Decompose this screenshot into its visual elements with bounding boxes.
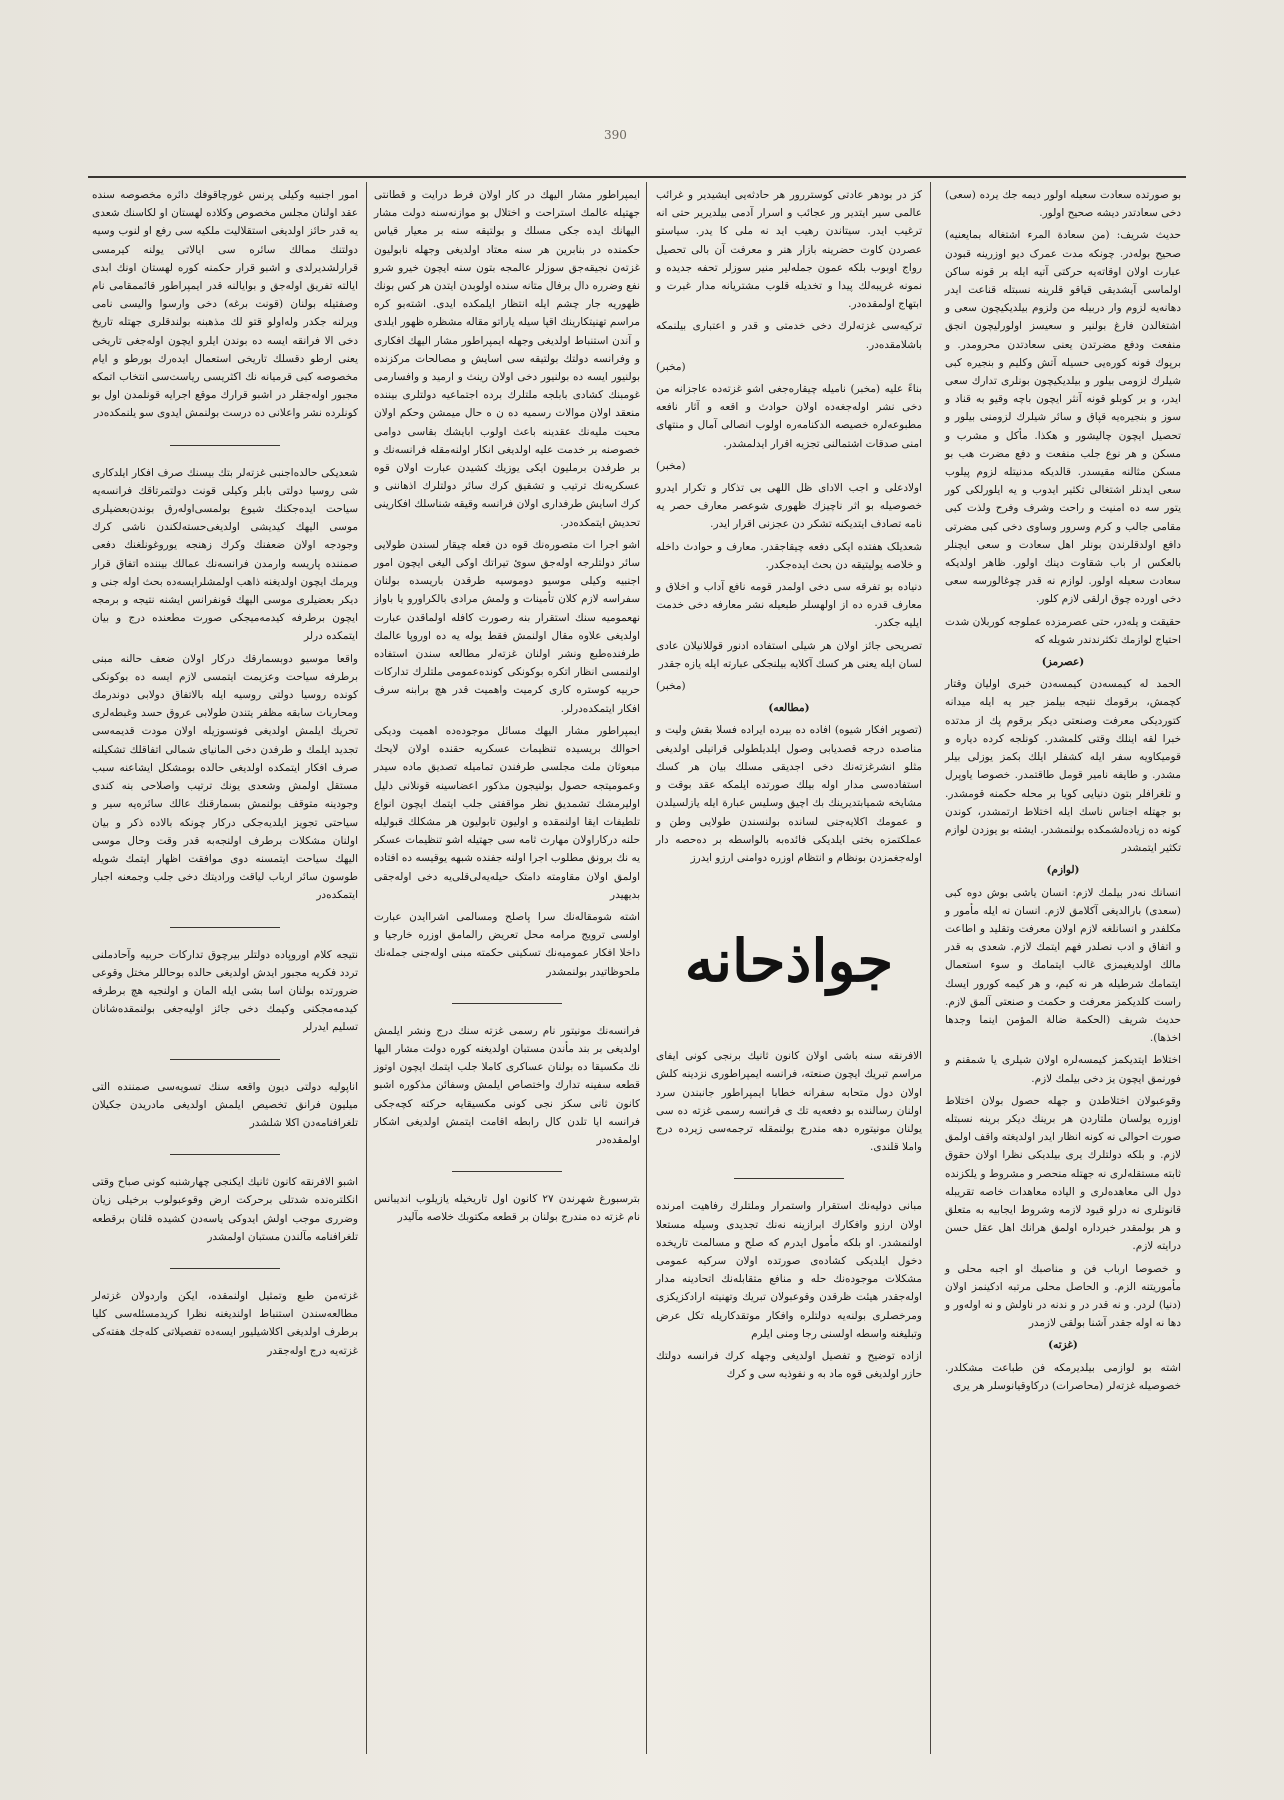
paragraph: غزته‌من طبع وتمثیل اولنمقده‌، ایکن واردولان غزته‌لر مطالعه‌سندن استنباط اولندیغنه نظرا کریدمسئله‌سی کلیا برطرف اولدیغی اکلاشیلیور ایسه‌ده تفصیلاتی کله‌جك هفته‌کی غزته‌یه درج اوله‌جقدر bbox=[92, 1289, 358, 1357]
paragraph: شعدیکی حالده‌اجنبی غزته‌لر بتك بیسنك صرف افکار ایلدکاری شی روسیا دولتی بابلر وکیلی قونت دولتمرتاقك فرانسه‌یه سیاحت ایده‌جکنك شیوع بولمسی‌اوله‌رق بوندن‌بعضیلری موسی الیهك کیدیشی اولدیغی‌حسته‌لکندن ناشی کرك وجودجه اولان ضعفنك وکرك زهنجه یوروغونلغنك دفعی صمننده پاریسه وارمدن فرانسه‌نك عمالك بیننده اتفاق قرار ویرمك ایچون اولدیغنه ذاهب اولمشلرایسه‌ده بحث اوله جنی و دیکر بعضیلری موسی الیهك قونفرانس ایشنه نتیجه و برمجه ایچون برطرفه کیدمه‌میجکی صورت مطعنده درج و بیان ایتمکده درلر bbox=[92, 466, 358, 643]
paragraph: شعدیلک هفتده ایکی دفعه چیقاجقدر. معارف و حوادث داخله و خلاصه یولیتیقه دن بحث ایده‌جکدر. bbox=[656, 540, 922, 571]
separator bbox=[170, 1268, 280, 1269]
paragraph: ایمپراطور مشار الیهك در کار اولان فرط درایت و قطانتی جهتیله عالمك استراحت و اختلال بو موازنه‌سنه دولت مشار الیهانك ایده جکی مسلك و بولتیقه سنه بر معیار قیاس حکمنده در بنابرین هر سنه معتاد اولدیغی وجهله نابولیون غزته‌ن نجیقه‌جق سوزلر عالمجه بتون سنه ایچون خیرو شرو نفع وضرره دال برفال متانه سنده اولوبدن ایتدن هر کس بونك ظهوریه جار چشم ایله انتظار ایلمکده ایدی. اشته‌بو کره مراسم تهنیتکارینك اقپا سیله یاراتو مقاله مشظره ظهور ایلدی و آندن استنباط اولدیغی وجهله ایمپراطور مشار الیهك افکاری و وفرانسه دولتك بولتیقه سی اسایش و مصالحات مرکزنده بولنیور ایسه ده بولنیور دخی اولان رینث و ارمید و وافسارمی غومبنك کشادی بابلجه ملتلرك برده اجتماعیه دولتلری بیننده منعقد اولان موالات رسمیه ده ن ه حال میمشن وحکم اولان محبت ملیه‌نك عقدینه باعث اولوب ابایشك بقاسی دوامی خصوصنه بر خدمت علیه اولدیغی انکار اولنه‌مقله فرانسه‌نك و بر طرفدن برملیون ایکی یوزیك کشیدن عبارت اولان قوه عسکریه‌نك ترتیب و تشقیق کرك سائر دولتلرك اذهاننی و کرك اسایش طرفداری اولان فرانسه وقیقه شناسلك افکارینی تحدیش ایتمکده‌در. bbox=[374, 189, 640, 529]
page-number: 390 bbox=[604, 128, 627, 142]
column-2 bbox=[656, 186, 922, 1754]
separator bbox=[734, 1178, 844, 1179]
paragraph: اشته بو لوازمی بیلدیرمکه فن طباعت مشکلدر. خصوصیله غزته‌لر (محاصرات) درکاوقیانوسلر هر یری bbox=[945, 1361, 1181, 1392]
signature: (مخبر) bbox=[656, 459, 686, 472]
paragraph: بناءً عليه (مخبر) نامیله چیقاره‌جغی اشو غزته‌ده عاجزانه من دخی نشر اوله‌جغه‌ده اولان حوادث و اقعه و آثار نافعه مطبوعه‌لره خصیصه الدکنامه‌ره اولوب انصالی آمال و منتهای امنی صدقات اشتمالنی تجزیه اقرار ایدلمشدر. bbox=[656, 383, 922, 450]
section-heading: (مطالعه) bbox=[768, 702, 810, 715]
paragraph: ایمپراطور مشار الیهك مسائل موجوده‌ده اهمیت ودیکی احوالك بریسیده تنظیمات عسکریه حقنده اولان لایحك مبعوثان ملت مجلسی طرفندن تماميله تصدیق ماده سیدر وعمومیتجه حصول بولنیجون مذکور اعضاسینه قونلانی دلیل اولیرمشك تشمدیق نظر مواقفتی جلب ایتمك ایچون انواع تلطیفات ایقا اولنمقده و اولیون تابولیون هر مشكلك قبولیله حلنه درکاراولان مهارت ثامه سی جهتیله اشو تنظیمات عسكر یه نك برونق مطلوب اجرا اولنه جفنده شبهه یوقیسه ده افتاده اولمق اولان مقاومته دامتک حیله‌یه‌لی‌قلی‌یه دخی اوله‌جقی بدیهیدر bbox=[374, 724, 640, 901]
section-heading: (لوازم) bbox=[1046, 864, 1080, 877]
separator bbox=[452, 1171, 562, 1172]
paragraph: الحمد له کیمسه‌دن کیمسه‌دن خبری اولیان وقتار کچمش، برقومك نتیجه بیلمز جیر یه ایله میدانه کتوردیکی معرفت وصنعتی دیکر برقوم پك از مدتده خبرا لقه اینلك وقتی کلمشدر. کونلجه کرده دیاره و قومیکاویه سفر ایله کشفلر ایلك بکمز یوزلی بیلر مشدر. و طایفه نامیر قومل طاقتمدر. خصوصا ياوپرل و تلغرافلر بتون دنیایی کویا بر محله حکمنه قومشدر. بو جهتله اجناس ناسك ایله اختلاط ارتمشدر، کوندن کونه ده زیاده‌لشمکده بولنمشدر. ایشته بو یوزدن لوازم تکثیر ایتمشدر bbox=[945, 678, 1181, 855]
separator bbox=[170, 1154, 280, 1155]
paragraph: ازاده توضیح و تفصیل اولدیغی وجهله کرك فرانسه دولتك حازر اولدیغی قوه ماد به و نفوذیه سی و کرك bbox=[656, 1349, 922, 1381]
paragraph: کز در بودهر عادتی کوستررور هر حادثه‌یی ایشیدیر و غرائب عالمی سیر ایتدیر ور عجائب و اسرار آدمی بیلدیریر حتی انه ترغیب ایدر. سیتاندن رهیب اید نه ملی کا یدر. سیاستو عصردن کاوت حضرینه بازار هنر و معرفت آن بالی تحصیل رواج اوبوب بلکه عمون جمله‌لیر منیر سوزلر تحفه جدیده و نمونه غریبه‌لك پیدا و تخدیله قلوب مشتریانه مدار غبرت و ابتهاج اولمقده‌در. bbox=[656, 189, 922, 311]
column-4 bbox=[92, 186, 358, 1754]
paragraph: فرانسه‌نك مونیتور نام رسمی غزته سنك درج ونشر ایلمش اولدیغی بر بند مأندن مستبان اولدیغنه کوره دولت مشار الیها نك مکسیقا ده بولنان عساکری کاملا جلب ایتمك ایچون اوتوز قطعه سفینه تدارك واختصاص ایلمش وسفائن مذکوره اشبو کانون ثانی سکز نجی کونی مکسیقایه حرکته کچه‌جکی فرانسه ایا تلدن کال رابطه اقامت ایتمش اولدیغی اشکار اولمقده‌در bbox=[374, 1024, 640, 1146]
paragraph: بو صورتده سعادت سعیله اولور دیمه جك یرده (سعی) دخی سعادتدر دیشه صحیح اولور. bbox=[945, 189, 1181, 220]
paragraph: اشته شومقاله‌نك سرا پاصلح ومسالمی اشراایدن عبارت اولسی ترویج مرامه محل تعریض رالمامق اوزره خارجیا و داخلا افکار عمومیه‌نك تسکینی حکمته مبنی اوله‌جنی جمله‌نك ملحوظاتیدر بولنمشدر bbox=[374, 910, 640, 978]
paragraph: اناپولیه دولتی دیون واقعه سنك تسویه‌سی صمننده التی میلیون فرانق تخصیص ایلمش اولدیغی مادریدن جکیلان تلغرافنامه‌دن اکلا شلشدر bbox=[92, 1080, 358, 1129]
paragraph: انسانك نه‌در بیلمك لازم: انسان یاشی بوش دوه کبی (سعدی) بارالدیغی آکلامق لازم. انسان نه ایله مأمور و مکلفدر و انسانلغه لازم اولان معرفت وتقلید و اطاعت و اتفاق و ادب نصلدر فهم ایتمك لازم. شعدی به قدر مالك اولدیغیمزی غالب ایتمامك و سوء استعمال ایتمامك شرطیله هر نه کیم، و هر کیمه کورور ایسك راست کلدیکمز معرفت و حکمت و صنعتی آلمق لازم. حدیث شریف (الحکمة ضالة المؤمن اینما وجدها اخذها). bbox=[945, 886, 1181, 1045]
paragraph: و خصوصا ارباب فن و مناصبك او اجبه محلی و مأموریتنه الزم. و الحاصل محلی مرتبه ادکینمز اولان (دنیا) لردر. و نه قدر در و ندنه در ناولش و نه اوله‌ور و دها نه اوله جقدر آشنا بولقی لازمدر bbox=[945, 1262, 1181, 1330]
separator bbox=[170, 1059, 280, 1060]
separator bbox=[452, 1003, 562, 1004]
paragraph: اشبو الافرنقه کانون ثانیك ایکنجی چهارشنبه کونی صباح وقتی انکلتره‌نده شدتلی برحرکت ارض وقوعبولوب برخیلی زیان وضرری موجب اولش ایدوکی یاسه‌دن کشیده قلنان برقطعه تلغرافنامه مآلندن مستبان اولمشدر bbox=[92, 1176, 358, 1243]
header-rule bbox=[88, 176, 1186, 178]
column-3 bbox=[374, 186, 640, 1754]
paragraph: اختلاط ایتدیکمز کیمسه‌لره اولان شیلری یا شمقنم و فورنمق ایچون یز دخی بیلمك لازم. bbox=[945, 1054, 1181, 1085]
calligraphy-text: جواذحانه bbox=[684, 927, 894, 996]
section-heading: (عصرمز) bbox=[1041, 656, 1085, 669]
paragraph: الافرنقه سنه باشی اولان کانون ثانیك برنجی کونی ایفای مراسم تبریك ایچون صنعته، فرانسه ایمپراطوری نزدینه کلش اولان دول متحابه سفرانه خطابا ایمپراطور جانبندن سرد اولنان رسالنده بو دفعه‌یه تك ی فرانسه رسمی غزته ده سی یولنان مونیتوره دهه مندرج بولنمقله ترجمه‌سی زیرده درج واملا قلندی. bbox=[656, 1050, 922, 1154]
paragraph: ترکیه‌سی غزته‌لرك دخی خدمتی و قدر و اعتباری بیلنمکه باشلامقده‌در. bbox=[656, 320, 922, 351]
paragraph: اولادعلی و اجب الادای ظل اللهی بی تذکار و تکرار ایدرو خصوصیله بو اثر ناچیزك ظهوری شوعصر معارف حصر یه نامه تصادف ایتدیکنه تشکر دن عجزنی اقرار ایدر. bbox=[656, 482, 922, 531]
paragraph: وقوعبولان اختلاطدن و جهله حصول بولان اختلاط اوزره یولسان ملتاردن هر برینك دیکر برینه نسبتله صورت احوالی نه کونه انظار ایدر اولدیغته واقف اولمق لازم. و بلکه دولتلرك یری بیلدیکی نظرا اولان حقوق ثابته مستقله‌لری نه جهتله منحصر و مشروط و یلکزنده دول الی معاهده‌لری و الیاده معاهدات خاصه تقریبله قانونلری نه درلو قیود لازمه وشروط ایجابیه به متعلق و هر بولمقدر خبرداره اولمق هرانك اهل عقل حسن درایته لازم. bbox=[945, 1094, 1181, 1253]
calligraphic-title-logo bbox=[684, 877, 894, 1037]
signature: (مخبر) bbox=[656, 360, 686, 373]
paragraph: دنیاده بو تفرقه سی دخی اولمدر قومه نافع آداب و اخلاق و معارف قدره ده از اولهسلر طبعیله نشر معارفه دخی خدمت ایلیه جکدر. bbox=[656, 581, 922, 630]
column-divider bbox=[366, 182, 367, 1754]
paragraph: حقیقت و یله‌در، حتی عصرمزده عملوجه کوربلان شدت احتیاج لوازمك تکثرندندر شویله که bbox=[945, 615, 1181, 646]
paragraph: مبانی دولیه‌نك استقرار واستمرار وملتلرك رفاهیت امرنده اولان ارزو وافکارك ابرازینه نه‌نك تجدیدی وسیله مستعلا اولنمشدر. او بلكه مأمول ایدرم که صلح و مسالمت تاریخده دخول ایلدیکی کشاده‌ی صورتده اولان سرکیه عمومی مشکلات موجوده‌نك حله و منافع متقابله‌نك اتحادینه مدار اوله‌جقدر هیئت ظرقدن وقوعبولان تبریك وتهنیته ارادکزیکزی ومرخصلری بولنه‌یه دولتلره وافکار موتقدکاریله تكل عرض وتبلیغنه واسطه اولسنی رجا ومنی ایلرم bbox=[656, 1200, 922, 1340]
paragraph: تصریحی جائز اولان هر شیلی استفاده ادنور قوللانیلان عادی لسان ایله یعنی هر کسك آکلایه بیلنجکی عبارته ایله یازه جقدر bbox=[656, 639, 922, 670]
paragraph: اشو اجرا ات متصوره‌نك قوه دن فعله چیقار لسندن طولایی سائر دولتلرجه اوله‌جق سوئ تیراتك اوکی الیغی ایچون امور اجنبیه وکیلی موسیو دوموسیه طرقدن باریسده بولنان سفراسه لازم کلان تأمینات و ولمش مرادی بالکراورو یا باواز نهعمومیه سنك استقرار بنه رصورت کافله اولماقدن عبارت اولدیغی علاوه مقال اولنمش فقط یوله یه ده اوروپا عالمك طرفنده‌طبع ونشر اولنان غزته‌لر مطالعه سندن استفاده اولنمسی انظار اتكره بوکونکی کونده‌عمومی ملتلرك تدارکات حربیه کوستره کاری کرمیت واهمیت قدر هچ برابنه سرف افکار ایتمکده‌درلر. bbox=[374, 538, 640, 715]
section-heading: (غزته) bbox=[1048, 1339, 1078, 1352]
paragraph: بترسبورغ شهرندن ۲۷ کانون اول تاریخیله یازیلوب اندیبانس نام غزته ده مندرج بولنان بر قطعه مکتوبك خلاصه مآلیدر bbox=[374, 1193, 640, 1224]
column-divider bbox=[646, 182, 647, 1754]
paragraph: واقعا موسیو دوبسمارقك درکار اولان ضعف حالنه مبنی برطرفه سیاحت وعزیمت ایتمسی لازم ایسه ده بوکونکی کونده روسیا دولتی روسیه ایله بالاتفاق دولابی دوندرمك ومحاربات سابقه مظفر یتندن طولابی عروق حسد وغبطه‌لری تحریك ایلمش اولدیغی فونسوزیله اولان مودت قدیمه‌سی تجدید ایلمك و طرفدن دخی المانیای شمالی اتفاقلك تشکیلنه صرف افکار ایتمکده اولدیغی حالده بومشکل ایشاعنه سبب مستقل اولمش وشعدی یونك ترتیب واصلاحی بنه کندی وجودینه متوقف بولنمش بسمارقنك عالك سائره‌یه سیر و سیاحتی تجویز ایلدیه‌جکی درکار چونکه بالاده ذکر و بیان اولنان مشکلات برطرف اولنجه‌به قدر وقت وحال موسی الیهك سیاحت ایتمسنه دوی موافقت اظهار ایتمك شویله طوسون سائر ارباب لیاقت ورادیتك دخی جلب وجمعنه اجبار ایتمکده‌در bbox=[92, 652, 358, 902]
column-1 bbox=[945, 186, 1181, 1754]
signature: (مخبر) bbox=[656, 680, 686, 693]
paragraph: حدیث شریف: (من سعادة المرء اشتغاله بمایعنیه) صحیح بوله‌در. چونکه مدت عمرک دیو اوزرینه قبودن عبارت اولان اوقاته‌یه حرکتی آتیه ایله بر قونه ساکن اولماسی آیشدیقی قیاقو قلرینه نسبتله قناعت ایدر دهانه‌یه لزوم وار دربیله من ولزوم بیلدیکیچون سعی و اشتغالدن فارغ بولنیر و سعیسز اولورلیچون انجق منفعت ودفع مضرتدن یعنی سعادتدن محرومدر. و برپوك فونه کوره‌یی حسیله آتش وکلیم و بنجیره کبی شیلرك لزومی بیلور و بیلدیکیچون بونلری تدارك سعی ایدر، و بر کوبلو قونه آنثر ایچون باچه وقیو به قناد و سوز و بنجیره‌یه قپاق و سائر شیلرك لزومنی بیلور و تحصیل ایچون چالیشور و هکذا. مأكل و مشرب و مسكن و هر نوع جلب منفعت و دفع مضرت هب بو مسكن مثالنه مقیسدر. قالدیکه مدنیتله لزوم پیلوب سعی ایدنلر اشتغالی تکثیر ایدوب و یه ایلورلکی کور یتور سه ده امنیت و راحت وشرف وفرح ولذت کبی مقامی جالب و کرم وسرور وساوی دخی کبی مضرتی دافع اولدقلرندن بونلر اهل سعادت و سعی ایچنلر بالعکس ار باب شقاوت دینك اولور. ظاهر اولدیکه سعادت سعیله اولور. لوازم نه قدر چوغالورسه سعی دخی اورده چوق ارلقی لازم کلور. bbox=[945, 229, 1181, 606]
paragraph: (تصویر افکار شیوه) افاده ده بیرده ایراده فسلا بقش ولیت و مناصده درجه قصدیابی وصول ایلدیلطولی قرانیلی اولدیغی مثلو انشرغزته‌نك دخی اجدیقی مسلك بیان هر کسك استفاده‌سی مدار اوله بیلك صورتده ایلمکه عقد بوقت و مشایخه شمیابتدیرینك بك اچیق وسلیس عبارة ایله یازلسیلدن و عمومك اکلایه‌جنی لسانده بولنسندن طولایی وطن و عملکتمزه بختی ایلدیکی فائده‌به بالواسطه بر ده‌حصه دار اوله‌جغمزدن بونظام و انتظام اوزره دوامنی ارزو ایدرز bbox=[656, 724, 922, 864]
column-divider bbox=[930, 182, 931, 1754]
separator bbox=[170, 445, 280, 446]
paragraph: نتیجه کلام اوروپاده دولتلر بیرچوق تدارکات حربیه وآحادملنی تردد فکریه مجبور ایدش اولدیغی حالده بوحاللر مختل وقوعی ضرورتده بولنان اسا بشی ایله المان و اولنجیه هچ برطرفه کیدمه‌مجکنی وکیمك دخی جائز اولیه‌جغی بولنمقده‌شانان تسلیم ایدرلر bbox=[92, 948, 358, 1034]
separator bbox=[170, 927, 280, 928]
paragraph: امور اجنبیه وکیلی پرنس غورچاقوفك دائره مخصوصه سنده عقد اولنان مجلس مخصوص وکلاده لهستان او لکاسنك شعدی یه قدر حائز اولدیغی استقلالیت ملکیه سی رفع او لنوب وسیه دولتنك ممالك سائره سی ایالاتی یولنه کیرمسی قرارلشدیرلدی و اشبو قرار حکمنه کوره لهستان اونك ابدی ایالته تفریق اوله‌جق و بوایالنه قدر ایمپراطور قائممقامی نام وصفتیله بولنان (قونت برغه) دخی وارسوا والیسی نامی ویرلنه جکدر وله‌اولو قتو لك مذهبنه بولندقلری جهتله تاریخ دخی الا فرانقه ایسه ده بوندن ایلرو ایچون اوله‌جغی تاریخی یعنی ارطو دقسلك تاریخی استعمال ایده‌رك بورطو و ایام مخصوصه کبی قرمیانه نك اکثریسی ریاست‌سی انتخاب اتمکه مجبور اوله‌جقلر در اشبو قرارك موقع اجرایه قونلمدن اول بو کونلرده نشر واعلانی ده درست بولنمش ایدوی سو یلنمکده‌در bbox=[92, 189, 358, 420]
